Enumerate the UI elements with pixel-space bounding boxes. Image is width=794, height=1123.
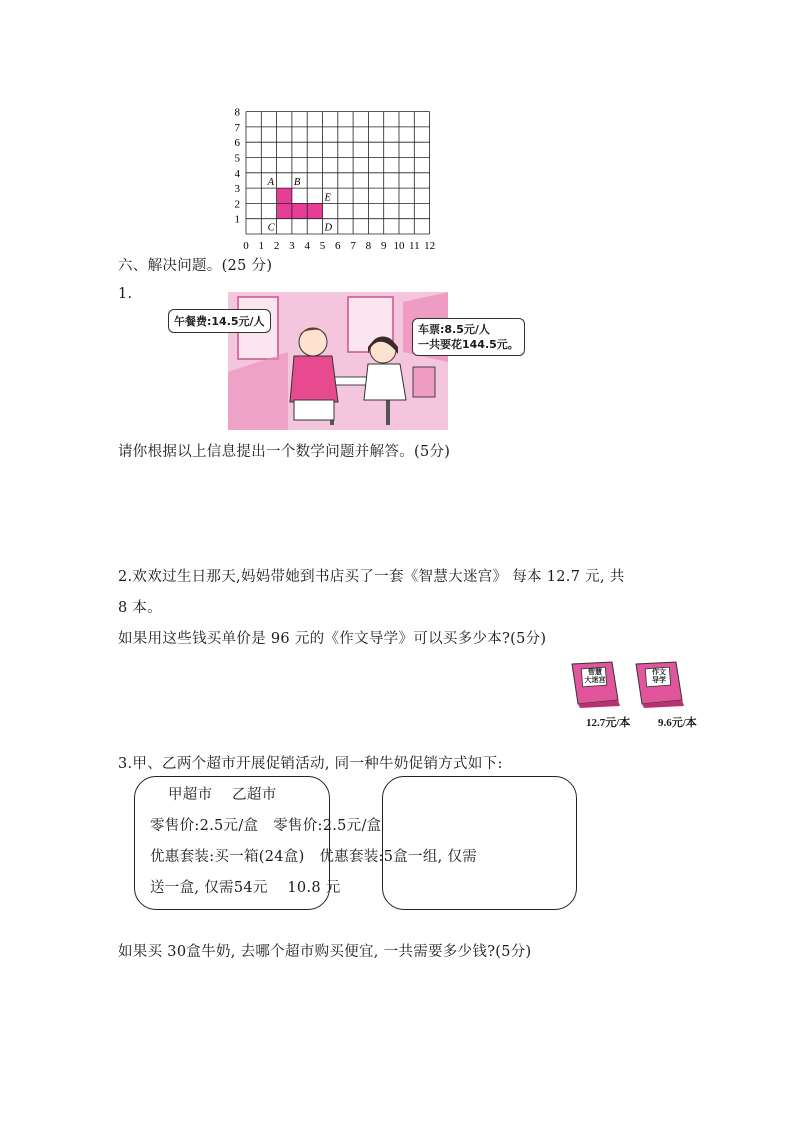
book2-price: 9.6元/本 xyxy=(658,717,697,729)
book1-title-1: 智慧 xyxy=(588,668,602,676)
q1-number: 1. xyxy=(118,286,133,302)
q3-row2: 优惠套装:买一箱(24盒) 优惠套装:5盒一组, 仅需 xyxy=(150,849,478,865)
x-tick-label: 5 xyxy=(319,240,326,252)
q2-line2: 8 本。 xyxy=(118,600,163,616)
x-tick-label: 10 xyxy=(393,240,405,252)
point-label: C xyxy=(267,222,275,234)
q3-question: 如果买 30盒牛奶, 去哪个超市购买便宜, 一共需要多少钱?(5分) xyxy=(118,944,532,960)
bubble-lunch-fee xyxy=(168,309,271,333)
x-tick-label: 2 xyxy=(273,240,280,252)
x-tick-label: 11 xyxy=(409,240,420,252)
shape-cell xyxy=(292,203,307,218)
bubble-ticket-line1: 车票:8.5元/人 xyxy=(418,323,490,336)
y-tick-label: 2 xyxy=(234,198,240,211)
y-tick-label: 6 xyxy=(234,137,240,150)
book1-price: 12.7元/本 xyxy=(586,717,631,729)
y-tick-label: 3 xyxy=(234,183,240,196)
q3-row1: 零售价:2.5元/盒 零售价:2.5元/盒 xyxy=(150,818,382,834)
y-tick-label: 8 xyxy=(234,106,240,119)
point-label: B xyxy=(293,177,301,189)
x-tick-label: 0 xyxy=(243,240,249,252)
y-tick-label: 4 xyxy=(234,167,240,180)
point-label: A xyxy=(267,177,275,189)
shape-cell xyxy=(277,188,292,203)
q3-header: 甲超市 乙超市 xyxy=(168,787,277,803)
q3-intro: 3.甲、乙两个超市开展促销活动, 同一种牛奶促销方式如下: xyxy=(118,756,503,772)
q3-row3: 送一盒, 仅需54元 10.8 元 xyxy=(150,880,341,896)
book-composition-guide xyxy=(632,660,688,708)
bubble-ticket xyxy=(412,318,525,356)
book1-title-2: 大迷宫 xyxy=(584,676,606,684)
y-tick-label: 7 xyxy=(234,121,240,134)
section-heading: 六、解决问题。(25 分) xyxy=(118,258,273,274)
book2-title-2: 导学 xyxy=(652,676,666,684)
book-wisdom-maze xyxy=(568,660,624,708)
book2-title-1: 作文 xyxy=(652,668,666,676)
shape-cell xyxy=(277,203,292,218)
x-tick-label: 8 xyxy=(365,240,372,252)
x-tick-label: 6 xyxy=(335,240,341,252)
x-tick-label: 4 xyxy=(304,240,310,252)
y-tick-label: 5 xyxy=(234,152,240,165)
x-tick-label: 1 xyxy=(258,240,265,252)
x-tick-label: 7 xyxy=(350,240,356,252)
point-label: D xyxy=(324,222,333,234)
coordinate-grid xyxy=(228,100,458,256)
bubble-ticket-line2: 一共要花144.5元。 xyxy=(418,338,519,351)
bubble-lunch-fee-text: 午餐费:14.5元/人 xyxy=(174,315,265,328)
supermarket-b-box xyxy=(382,776,577,910)
x-tick-label: 3 xyxy=(289,240,295,252)
shape-cell xyxy=(307,203,322,218)
q2-line3: 如果用这些钱买单价是 96 元的《作文导学》可以买多少本?(5分) xyxy=(118,631,547,647)
y-tick-label: 1 xyxy=(234,213,240,226)
x-tick-label: 12 xyxy=(424,240,436,252)
q2-line1: 2.欢欢过生日那天,妈妈带她到书店买了一套《智慧大迷宫》 每本 12.7 元, 共 xyxy=(118,569,625,585)
point-label: E xyxy=(324,192,331,204)
x-tick-label: 9 xyxy=(380,240,387,252)
q1-prompt: 请你根据以上信息提出一个数学问题并解答。(5分) xyxy=(118,444,451,460)
grid-svg xyxy=(228,100,458,256)
